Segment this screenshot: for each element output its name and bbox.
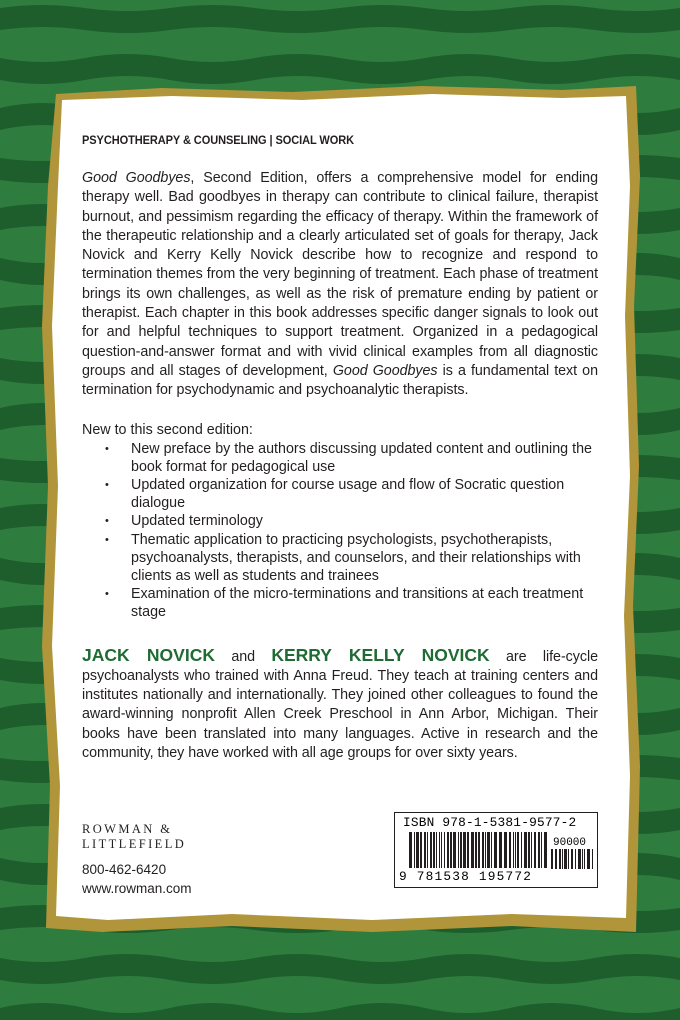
barcode-bar xyxy=(416,832,419,868)
barcode-bar xyxy=(475,832,477,868)
barcode-bar xyxy=(409,832,412,868)
barcode-bar xyxy=(436,832,437,868)
list-item: • Thematic application to practicing psychologists, psychotherapists, psychoanalysts, therapists, and counselors, and their relationships with clients as well as students and trainees xyxy=(105,531,581,584)
barcode-bar xyxy=(509,832,511,868)
barcode-bar xyxy=(531,832,532,868)
barcode-bar xyxy=(467,832,469,868)
barcode-bar xyxy=(427,832,428,868)
author-name: JACK NOVICK xyxy=(82,644,215,665)
author-bio: JACK NOVICK and KERRY KELLY NOVICK are life-cycle psychoanalysts who trained with Anna Freud. They teach at training centers and institutes nationally and internationally. They joined other colleagues to found the award-winning nonprofit Allen Creek Preschool in Ann Arbor, Michigan. Their books have been translated into many languages. Active in research and the community, they have worked with all age groups for over sixty years. xyxy=(82,644,598,762)
barcode-bar xyxy=(568,849,569,869)
bullet-icon: • xyxy=(105,442,109,455)
barcode-bar xyxy=(564,849,567,869)
book-description: Good Goodbyes, Second Edition, offers a comprehensive model for ending therapy well. Bad goodbyes in therapy can contribute to clinical failure, therapist burnout, and pessimism regarding the efficacy of therapy. Within the framework of the therapeutic relationship and a clearly articulated set of goals for therapy, Jack Novick and Kerry Kelly Novick describe how to recognize and respond to termination themes from the very beginning of treatment. Each phase of treatment brings its own challenges, as well as the risk of premature ending by patient or therapist. Each chapter in this book addresses specific danger signals to look out for and helpful techniques to support treatment. Organized in a pedagogical question-and-answer format and with vivid clinical examples from all diagnostic groups and all stages of development, Good Goodbyes is a fundamental text on termination for psychodynamic and psychoanalytic therapists. xyxy=(82,170,598,399)
barcode-bar xyxy=(555,849,557,869)
ean-number-text: 9 781538 195772 xyxy=(399,869,533,884)
barcode-bar xyxy=(504,832,507,868)
barcode-bar xyxy=(433,832,435,868)
book-title-italic: Good Goodbyes xyxy=(82,170,191,186)
addon-barcode-bars xyxy=(551,849,593,869)
barcode-bar xyxy=(551,849,553,869)
barcode-bar xyxy=(444,832,445,868)
barcode-bar xyxy=(482,832,484,868)
barcode-bar xyxy=(424,832,426,868)
bullet-icon: • xyxy=(105,533,109,546)
barcode-bar xyxy=(538,832,540,868)
barcode-bar xyxy=(513,832,514,868)
barcode-bar xyxy=(587,849,590,869)
barcode-bar xyxy=(494,832,497,868)
isbn-barcode xyxy=(394,812,598,888)
barcode-bar xyxy=(544,832,547,868)
barcode-bar xyxy=(534,832,536,868)
barcode-bar xyxy=(491,832,492,868)
barcode-bar xyxy=(485,832,486,868)
new-edition-heading: New to this second edition: xyxy=(82,421,253,438)
list-item: • New preface by the authors discussing updated content and outlining the book format for pedagogical use xyxy=(105,440,592,475)
barcode-bar xyxy=(487,832,490,868)
bullet-icon: • xyxy=(105,588,109,601)
barcode-bar xyxy=(571,849,573,869)
barcode-bar xyxy=(592,849,593,869)
ean-barcode-bars xyxy=(409,832,547,868)
publisher-phone: 800-462-6420 xyxy=(82,862,167,877)
barcode-bar xyxy=(463,832,466,868)
barcode-bar xyxy=(453,832,456,868)
barcode-bar xyxy=(478,832,480,868)
barcode-bar xyxy=(582,849,583,869)
barcode-bar xyxy=(458,832,459,868)
barcode-bar xyxy=(450,832,452,868)
barcode-bar xyxy=(584,849,585,869)
barcode-bar xyxy=(541,832,542,868)
barcode-bar xyxy=(447,832,449,868)
bullet-icon: • xyxy=(105,515,109,528)
price-code-text: 90000 xyxy=(553,837,587,849)
book-title-italic: Good Goodbyes xyxy=(332,362,438,379)
barcode-bar xyxy=(521,832,522,868)
barcode-bar xyxy=(499,832,502,868)
back-cover-content xyxy=(82,133,598,778)
publisher-info xyxy=(82,822,192,898)
barcode-bar xyxy=(414,832,415,868)
barcode-bar xyxy=(575,849,576,869)
barcode-bar xyxy=(578,849,581,869)
new-edition-list xyxy=(82,440,598,622)
barcode-bar xyxy=(471,832,474,868)
category-label: PSYCHOTHERAPY & COUNSELING | SOCIAL WORK xyxy=(82,133,354,147)
barcode-bar xyxy=(559,849,561,869)
barcode-bar xyxy=(430,832,432,868)
barcode-bar xyxy=(460,832,462,868)
list-item: • Updated terminology xyxy=(105,513,263,530)
publisher-logo-line: ROWMAN & xyxy=(82,822,173,836)
barcode-bar xyxy=(528,832,530,868)
barcode-bar xyxy=(515,832,516,868)
list-item: • Examination of the micro-terminations and transitions at each treatment stage xyxy=(105,586,584,621)
bullet-icon: • xyxy=(105,478,109,491)
author-name: KERRY KELLY NOVICK xyxy=(271,644,490,665)
barcode-bar xyxy=(524,832,527,868)
isbn-text: ISBN 978-1-5381-9577-2 xyxy=(403,815,577,830)
barcode-bar xyxy=(517,832,519,868)
barcode-bar xyxy=(441,832,442,868)
barcode-bar xyxy=(420,832,422,868)
publisher-logo-line: LITTLEFIELD xyxy=(82,837,187,851)
barcode-bar xyxy=(562,849,563,869)
barcode-bar xyxy=(439,832,440,868)
list-item: • Updated organization for course usage and flow of Socratic question dialogue xyxy=(105,476,565,512)
publisher-website: www.rowman.com xyxy=(82,881,192,896)
